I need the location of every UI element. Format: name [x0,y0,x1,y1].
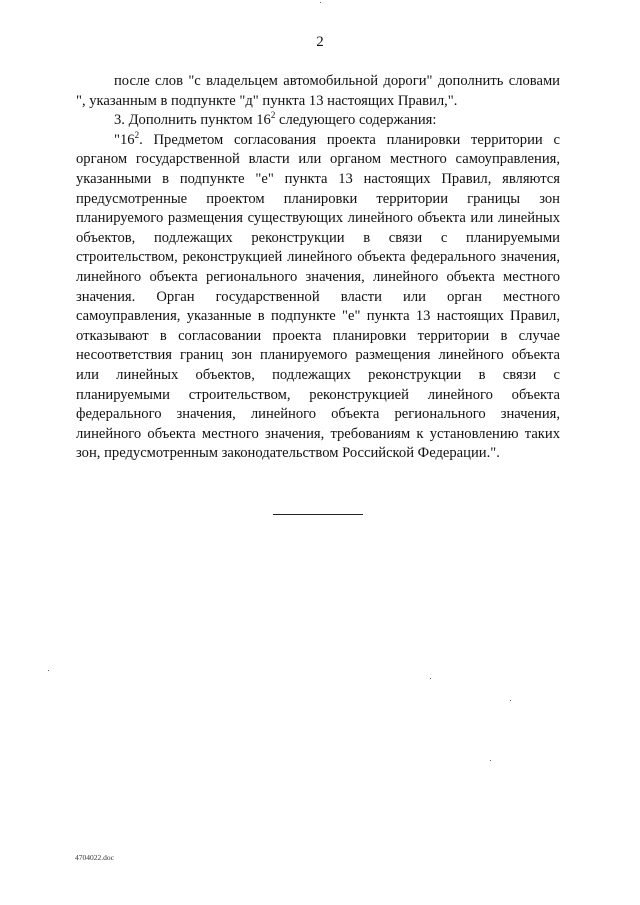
paragraph-1-line-2: ", указанным в подпункте "д" пункта 13 настоящих Правил,". [76,92,458,109]
scan-speck [48,670,49,671]
scan-speck [510,700,511,701]
paragraph-3-open: "16 [114,131,135,148]
paragraph-1-line-1: после слов "с владельцем автомобильной дороги" дополнить словами [114,73,560,89]
paragraph-3 [76,131,560,464]
paragraph-2-text-start: 3. Дополнить пунктом 16 [114,112,271,129]
paragraph-2-superscript: 2 [270,110,276,121]
paragraph-2 [76,111,560,131]
scan-speck [430,678,431,679]
paragraph-3-superscript: 2 [134,129,140,140]
end-divider [273,514,363,515]
paragraph-2-text-end: следующего содержания: [275,112,437,129]
paragraph-3-text: . Предметом согласования проекта планировки территории с органом государственной власти или органом местного самоуправления, указанными в подпункте "е" пункта 13 настоящих Правил, являются предусмотренные проектом планировки территории границы зон планируемого размещения существующих линейного объекта или линейных объектов, подлежащих реконструкции в связи с планируемыми строительством, реконструкцией линейного объекта федерального значения, линейного объекта регионального значения, линейного объекта местного значения. Орган государственной власти или орган местного самоуправления, указанные в подпункте "е" пункта 13 настоящих Правил, отказывают в согласовании проекта планировки территории в случае несоответствия границ зон планируемого размещения линейного объекта или линейных объектов, подлежащих реконструкции в связи с планируемыми строительством, реконструкцией линейного объекта федерального значения, линейного объекта регионального значения, линейного объекта местного значения, требованиям к установлению таких зон, предусмотренным законодательством Российской Федерации.". [76,131,560,462]
scan-speck [320,2,321,3]
page-number: 2 [316,34,324,50]
footer-file-name: 4704022.doc [75,853,114,862]
scan-speck [490,760,491,761]
document-body [76,72,560,464]
